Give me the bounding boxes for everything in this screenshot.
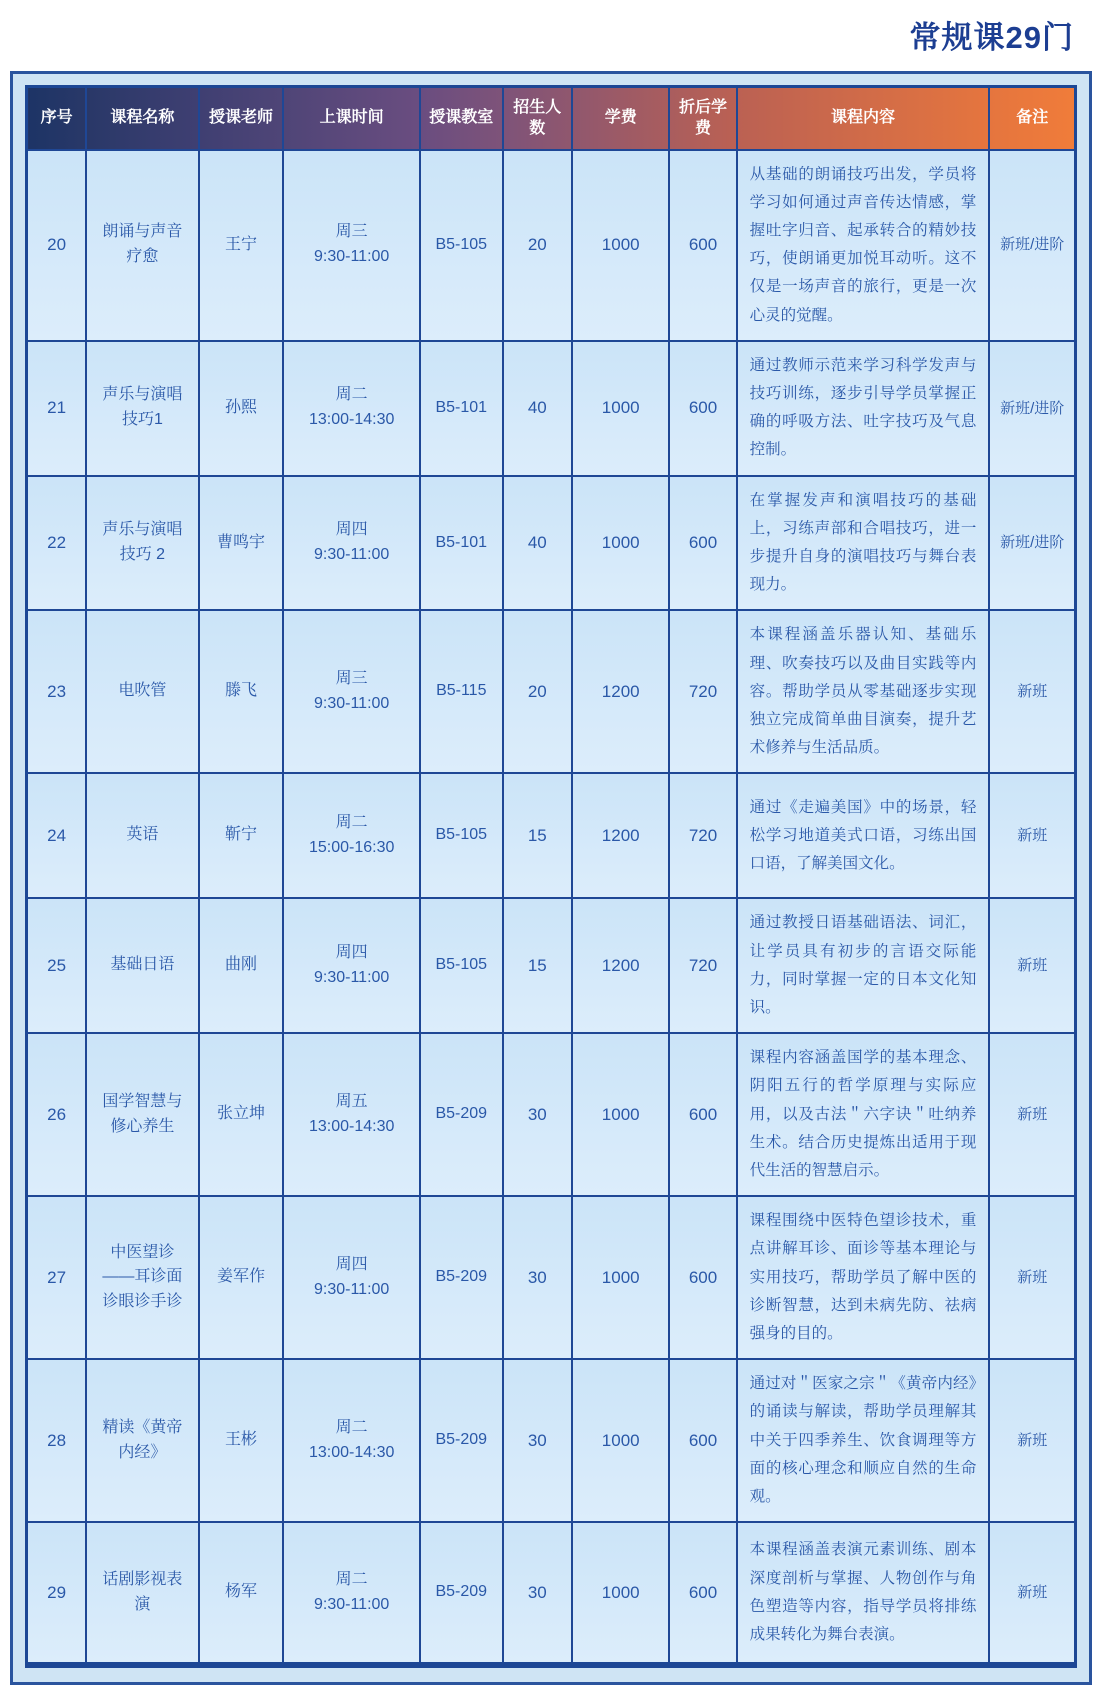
cell-discount-fee: 600 [669,1359,736,1522]
cell-note: 新班 [989,1033,1075,1196]
cell-note: 新班 [989,610,1075,773]
cell-discount-fee: 600 [669,1196,736,1359]
cell-time-day: 周二 [335,1570,368,1588]
header-fee: 学费 [572,87,670,150]
cell-time [283,150,419,341]
table-row [27,476,1076,611]
cell-room: B5-115 [420,610,503,773]
header-room: 授课教室 [420,87,503,150]
cell-fee: 1000 [572,341,670,476]
cell-no: 23 [27,610,87,773]
cell-no: 20 [27,150,87,341]
cell-no: 27 [27,1196,87,1359]
cell-time [283,341,419,476]
cell-capacity: 15 [503,773,572,898]
cell-room: B5-101 [420,476,503,611]
header-course-name: 课程名称 [86,87,198,150]
header-note: 备注 [989,87,1075,150]
cell-time [283,1359,419,1522]
cell-teacher: 姜军作 [199,1196,284,1359]
table-row [27,150,1076,341]
cell-course-name: 朗诵与声音疗愈 [86,150,198,341]
cell-fee: 1000 [572,150,670,341]
cell-time-range: 9:30-11:00 [314,1595,390,1613]
cell-teacher: 曲刚 [199,898,284,1033]
cell-course-name: 声乐与演唱技巧1 [86,341,198,476]
cell-note: 新班/进阶 [989,150,1075,341]
cell-content: 通过教师示范来学习科学发声与技巧训练，逐步引导学员掌握正确的呼吸方法、吐字技巧及气息控制。 [737,341,990,476]
cell-content: 本课程涵盖表演元素训练、剧本深度剖析与掌握、人物创作与角色塑造等内容，指导学员将排练成果转化为舞台表演。 [737,1522,990,1665]
cell-time [283,1033,419,1196]
cell-room: B5-209 [420,1033,503,1196]
cell-no: 26 [27,1033,87,1196]
table-row [27,610,1076,773]
cell-no: 22 [27,476,87,611]
table-header [27,87,1076,150]
cell-capacity: 40 [503,341,572,476]
cell-fee: 1000 [572,1359,670,1522]
cell-teacher: 王宁 [199,150,284,341]
cell-capacity: 30 [503,1196,572,1359]
cell-fee: 1200 [572,773,670,898]
cell-content: 课程围绕中医特色望诊技术，重点讲解耳诊、面诊等基本理论与实用技巧，帮助学员了解中医的诊断智慧，达到未病先防、祛病强身的目的。 [737,1196,990,1359]
cell-time-day: 周三 [335,223,368,241]
cell-course-name: 电吹管 [86,610,198,773]
table-row [27,1522,1076,1665]
cell-teacher: 曹鸣宇 [199,476,284,611]
cell-course-name: 英语 [86,773,198,898]
cell-note: 新班/进阶 [989,476,1075,611]
table-row [27,341,1076,476]
cell-time-range: 9:30-11:00 [314,1280,390,1298]
header-teacher: 授课老师 [199,87,284,150]
cell-content: 在掌握发声和演唱技巧的基础上，习练声部和合唱技巧，进一步提升自身的演唱技巧与舞台表现力。 [737,476,990,611]
cell-no: 21 [27,341,87,476]
cell-time-range: 15:00-16:30 [308,838,395,856]
table-row [27,898,1076,1033]
cell-no: 25 [27,898,87,1033]
cell-discount-fee: 600 [669,476,736,611]
cell-note: 新班 [989,773,1075,898]
cell-room: B5-105 [420,773,503,898]
cell-time [283,476,419,611]
cell-fee: 1200 [572,898,670,1033]
cell-time [283,610,419,773]
cell-time-day: 周四 [335,521,368,539]
cell-time-range: 13:00-14:30 [308,1443,395,1461]
cell-no: 28 [27,1359,87,1522]
cell-time-range: 13:00-14:30 [308,411,395,429]
cell-time-range: 9:30-11:00 [314,248,390,266]
cell-room: B5-101 [420,341,503,476]
cell-capacity: 15 [503,898,572,1033]
table-frame [10,71,1092,1685]
cell-capacity: 40 [503,476,572,611]
cell-content: 通过教授日语基础语法、词汇，让学员具有初步的言语交际能力，同时掌握一定的日本文化知识。 [737,898,990,1033]
cell-fee: 1000 [572,1522,670,1665]
cell-fee: 1000 [572,476,670,611]
cell-time-day: 周二 [335,386,368,404]
cell-time-day: 周四 [335,1255,368,1273]
cell-discount-fee: 720 [669,610,736,773]
cell-fee: 1000 [572,1196,670,1359]
cell-time [283,1522,419,1665]
cell-time-range: 9:30-11:00 [314,545,390,563]
cell-capacity: 30 [503,1033,572,1196]
cell-capacity: 20 [503,150,572,341]
cell-room: B5-105 [420,150,503,341]
cell-note: 新班/进阶 [989,341,1075,476]
cell-time-range: 13:00-14:30 [308,1117,395,1135]
header-no: 序号 [27,87,87,150]
cell-teacher: 王彬 [199,1359,284,1522]
cell-course-name: 话剧影视表演 [86,1522,198,1665]
cell-room: B5-209 [420,1196,503,1359]
header-discount-fee: 折后学费 [669,87,736,150]
cell-time-range: 9:30-11:00 [314,694,390,712]
cell-course-name: 国学智慧与修心养生 [86,1033,198,1196]
cell-content: 课程内容涵盖国学的基本理念、阴阳五行的哲学原理与实际应用，以及古法＂六字诀＂吐纳养生术。结合历史提炼出适用于现代生活的智慧启示。 [737,1033,990,1196]
cell-no: 29 [27,1522,87,1665]
table-row [27,1359,1076,1522]
cell-fee: 1000 [572,1033,670,1196]
cell-time-day: 周三 [335,670,368,688]
cell-note: 新班 [989,898,1075,1033]
table-row [27,773,1076,898]
cell-room: B5-105 [420,898,503,1033]
cell-content: 本课程涵盖乐器认知、基础乐理、吹奏技巧以及曲目实践等内容。帮助学员从零基础逐步实现独立完成简单曲目演奏，提升艺术修养与生活品质。 [737,610,990,773]
cell-room: B5-209 [420,1359,503,1522]
cell-time [283,898,419,1033]
cell-content: 从基础的朗诵技巧出发，学员将学习如何通过声音传达情感，掌握吐字归音、起承转合的精妙技巧，使朗诵更加悦耳动听。这不仅是一场声音的旅行，更是一次心灵的觉醒。 [737,150,990,341]
cell-time-day: 周四 [335,943,368,961]
cell-capacity: 30 [503,1522,572,1665]
cell-discount-fee: 600 [669,1033,736,1196]
cell-content: 通过对＂医家之宗＂《黄帝内经》的诵读与解读，帮助学员理解其中关于四季养生、饮食调理等方面的核心理念和顺应自然的生命观。 [737,1359,990,1522]
cell-course-name: 基础日语 [86,898,198,1033]
cell-discount-fee: 720 [669,898,736,1033]
cell-time-day: 周二 [335,1418,368,1436]
cell-time-day: 周五 [335,1092,368,1110]
cell-discount-fee: 600 [669,150,736,341]
page-title: 常规课29门 [909,20,1074,55]
header-row [27,87,1076,150]
cell-content: 通过《走遍美国》中的场景，轻松学习地道美式口语，习练出国口语，了解美国文化。 [737,773,990,898]
cell-time-range: 9:30-11:00 [314,968,390,986]
cell-fee: 1200 [572,610,670,773]
cell-time [283,1196,419,1359]
cell-room: B5-209 [420,1522,503,1665]
cell-capacity: 30 [503,1359,572,1522]
table-row [27,1196,1076,1359]
cell-no: 24 [27,773,87,898]
cell-note: 新班 [989,1196,1075,1359]
cell-teacher: 孙熙 [199,341,284,476]
cell-course-name: 精读《黄帝内经》 [86,1359,198,1522]
cell-time [283,773,419,898]
course-table-body [27,150,1076,1666]
table-row [27,1033,1076,1196]
header-capacity: 招生人数 [503,87,572,150]
cell-discount-fee: 600 [669,341,736,476]
cell-discount-fee: 600 [669,1522,736,1665]
course-table [25,85,1077,1668]
cell-capacity: 20 [503,610,572,773]
cell-teacher: 杨军 [199,1522,284,1665]
cell-discount-fee: 720 [669,773,736,898]
header-content: 课程内容 [737,87,990,150]
cell-time-day: 周二 [335,814,368,832]
cell-note: 新班 [989,1522,1075,1665]
cell-teacher: 靳宁 [199,773,284,898]
cell-course-name: 中医望诊——耳诊面诊眼诊手诊 [86,1196,198,1359]
cell-course-name: 声乐与演唱技巧 2 [86,476,198,611]
header-time: 上课时间 [283,87,419,150]
cell-teacher: 滕飞 [199,610,284,773]
cell-teacher: 张立坤 [199,1033,284,1196]
cell-note: 新班 [989,1359,1075,1522]
